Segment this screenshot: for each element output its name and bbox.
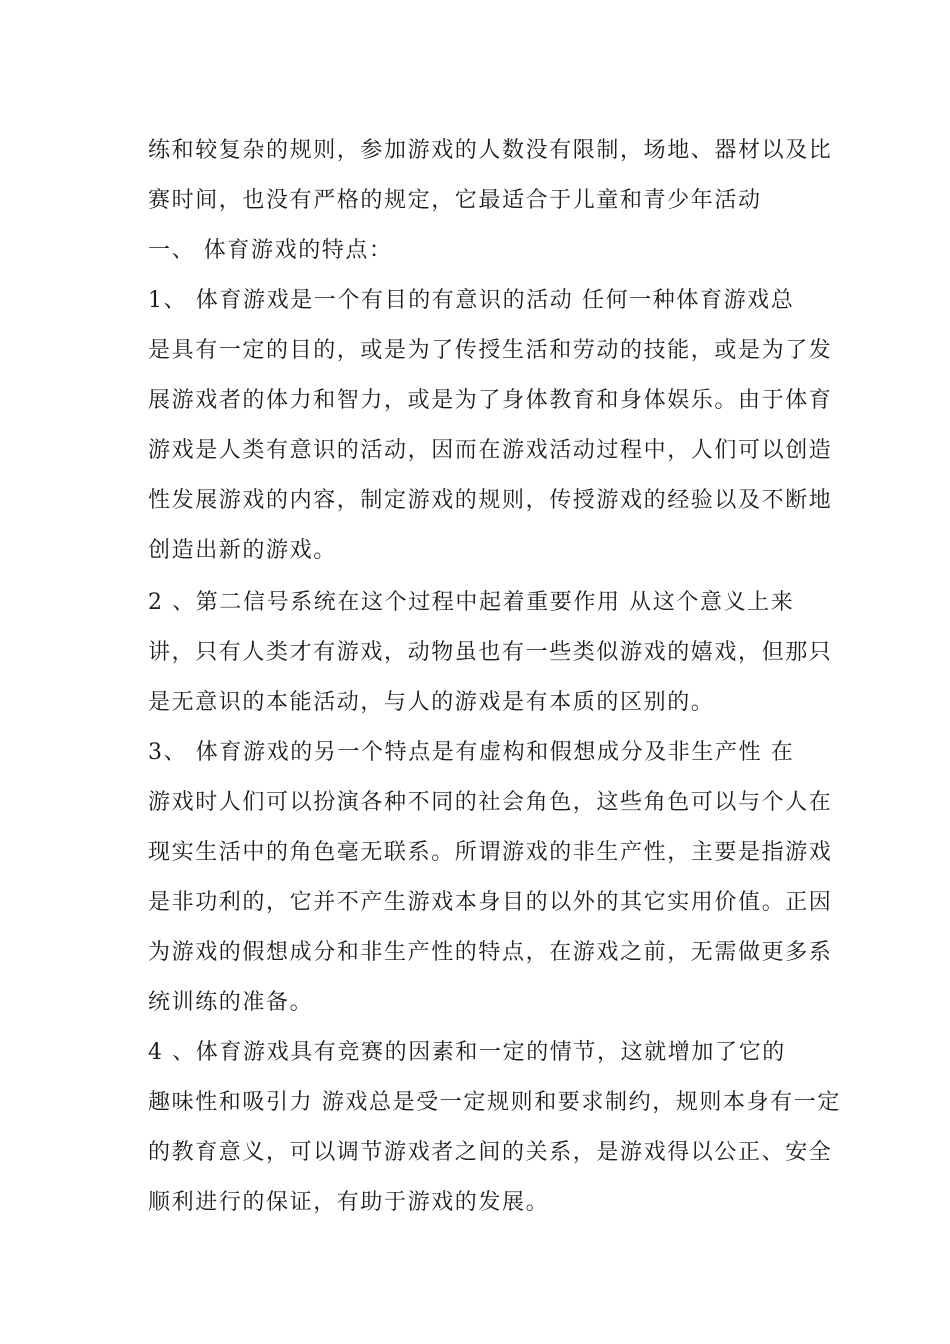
paragraph-4-line: 的教育意义，可以调节游戏者之间的关系，是游戏得以公正、安全	[148, 1140, 833, 1165]
paragraph-2-line: 讲，只有人类才有游戏，动物虽也有一些类似游戏的嬉戏，但那只	[148, 640, 833, 665]
paragraph-1-line: 游戏是人类有意识的活动，因而在游戏活动过程中，人们可以创造	[148, 438, 833, 463]
paragraph-2-line: 是无意识的本能活动，与人的游戏是有本质的区别的。	[148, 690, 715, 715]
paragraph-4-line: 4 、体育游戏具有竞赛的因素和一定的情节，这就增加了它的	[148, 1040, 786, 1065]
paragraph-3-line: 统训练的准备。	[148, 990, 314, 1015]
section-heading: 一、 体育游戏的特点：	[148, 238, 393, 263]
paragraph-4-line: 趣味性和吸引力 游戏总是受一定规则和要求制约，规则本身有一定	[148, 1090, 841, 1115]
paragraph-1-line: 创造出新的游戏。	[148, 538, 337, 563]
intro-line: 练和较复杂的规则，参加游戏的人数没有限制，场地、器材以及比	[148, 138, 833, 163]
intro-line: 赛时间，也没有严格的规定，它最适合于儿童和青少年活动	[148, 188, 762, 213]
paragraph-3-line: 为游戏的假想成分和非生产性的特点，在游戏之前，无需做更多系	[148, 940, 833, 965]
paragraph-2-line: 2 、第二信号系统在这个过程中起着重要作用 从这个意义上来	[148, 590, 795, 615]
paragraph-3-line: 3、 体育游戏的另一个特点是有虚构和假想成分及非生产性 在	[148, 740, 795, 765]
paragraph-3-line: 现实生活中的角色毫无联系。所谓游戏的非生产性，主要是指游戏	[148, 840, 833, 865]
paragraph-3-line: 是非功利的，它并不产生游戏本身目的以外的其它实用价值。正因	[148, 890, 833, 915]
paragraph-1-line: 1、 体育游戏是一个有目的有意识的活动 任何一种体育游戏总	[148, 288, 795, 313]
paragraph-3-line: 游戏时人们可以扮演各种不同的社会角色，这些角色可以与个人在	[148, 790, 833, 815]
paragraph-1-line: 展游戏者的体力和智力，或是为了身体教育和身体娱乐。由于体育	[148, 388, 833, 413]
paragraph-1-line: 性发展游戏的内容，制定游戏的规则，传授游戏的经验以及不断地	[148, 488, 833, 513]
paragraph-4-line: 顺利进行的保证，有助于游戏的发展。	[148, 1190, 550, 1215]
paragraph-1-line: 是具有一定的目的，或是为了传授生活和劳动的技能，或是为了发	[148, 338, 833, 363]
